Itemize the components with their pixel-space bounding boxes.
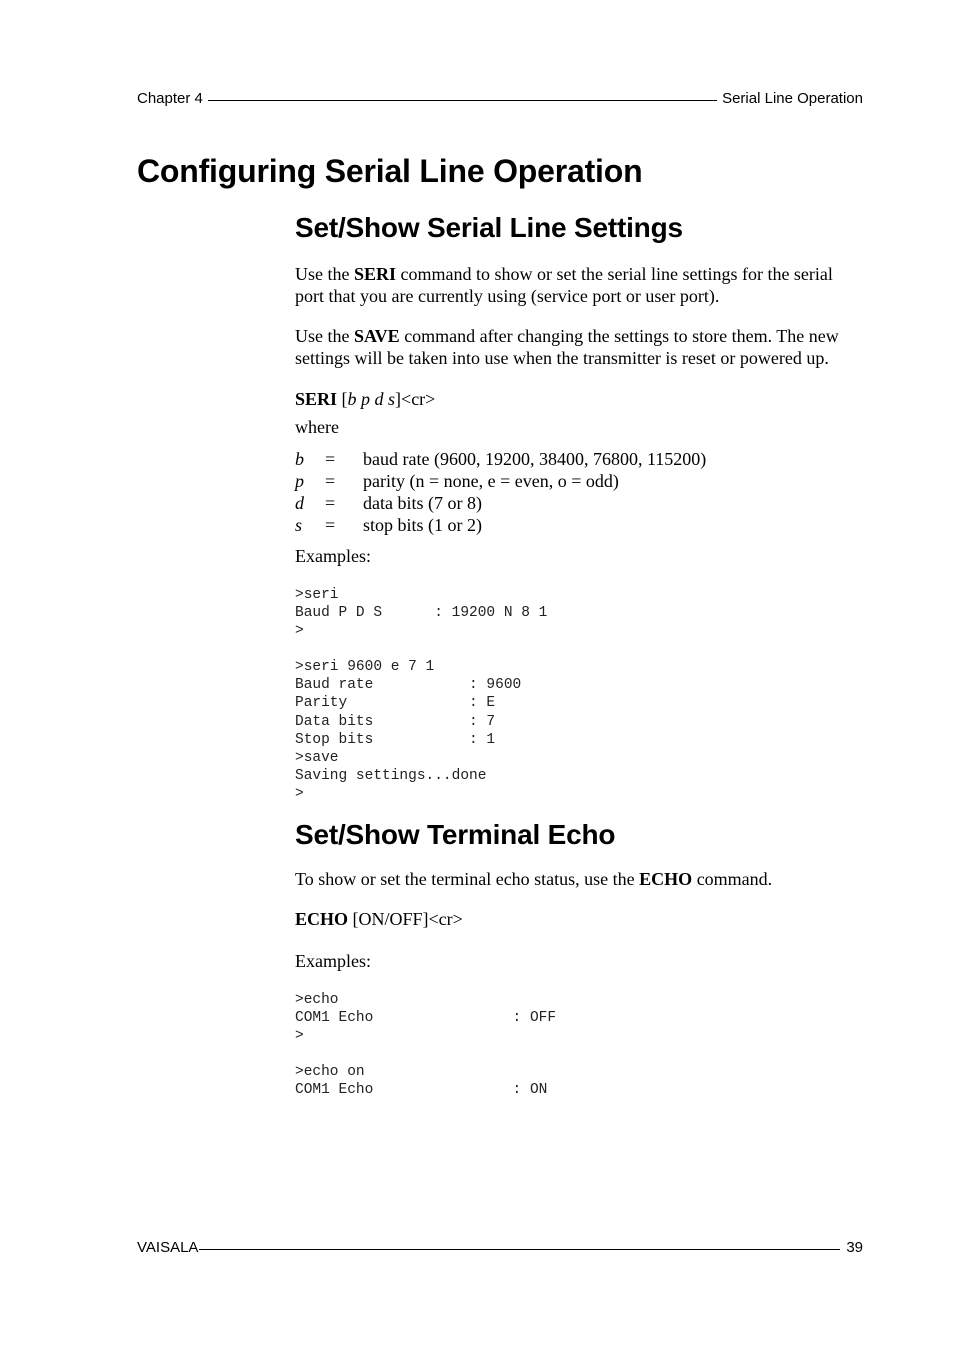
chapter-title: Serial Line Operation [722, 90, 863, 107]
paragraph-seri: Use the SERI command to show or set the serial line settings for the serial port that you are currently using (service port or user port). [295, 264, 833, 306]
paragraph-save: Use the SAVE command after changing the settings to store them. The new settings will be taken into use when the transmitter is reset or powered up. [295, 326, 839, 368]
code-example-echo-on: >echo on COM1 Echo : ON [295, 1064, 548, 1099]
param-row: p = parity (n = none, e = even, o = odd) [295, 471, 619, 491]
main-content [295, 210, 855, 1100]
chapter-label: Chapter 4 [137, 90, 203, 107]
parameter-list [295, 448, 855, 536]
param-row: s = stop bits (1 or 2) [295, 515, 482, 535]
header-rule [208, 100, 717, 101]
paragraph-echo: To show or set the terminal echo status, use the ECHO command. [295, 869, 773, 890]
code-example-seri: >seri Baud P D S : 19200 N 8 1 > [295, 587, 548, 640]
code-example-seri-set: >seri 9600 e 7 1 Baud rate : 9600 Parity : E Data bits : 7 Stop bits : 1 >save Saving settings...done > [295, 659, 522, 802]
page-header [137, 90, 863, 107]
page-footer [137, 1239, 863, 1256]
footer-rule [199, 1249, 840, 1250]
section-heading-echo: Set/Show Terminal Echo [295, 819, 616, 851]
section-heading-serial: Set/Show Serial Line Settings [295, 212, 683, 243]
page-title: Configuring Serial Line Operation [137, 153, 643, 189]
company-name: VAISALA [137, 1239, 199, 1256]
code-example-echo: >echo COM1 Echo : OFF > [295, 992, 557, 1045]
param-row: d = data bits (7 or 8) [295, 493, 482, 513]
param-row: b = baud rate (9600, 19200, 38400, 76800, 115200) [295, 449, 707, 469]
examples-label: Examples: [295, 546, 371, 566]
echo-syntax: ECHO [ON/OFF]<cr> [295, 909, 463, 930]
page-number: 39 [846, 1239, 863, 1256]
where-label: where [295, 417, 339, 437]
examples-label: Examples: [295, 951, 371, 972]
seri-syntax: SERI [b p d s]<cr> [295, 389, 436, 409]
